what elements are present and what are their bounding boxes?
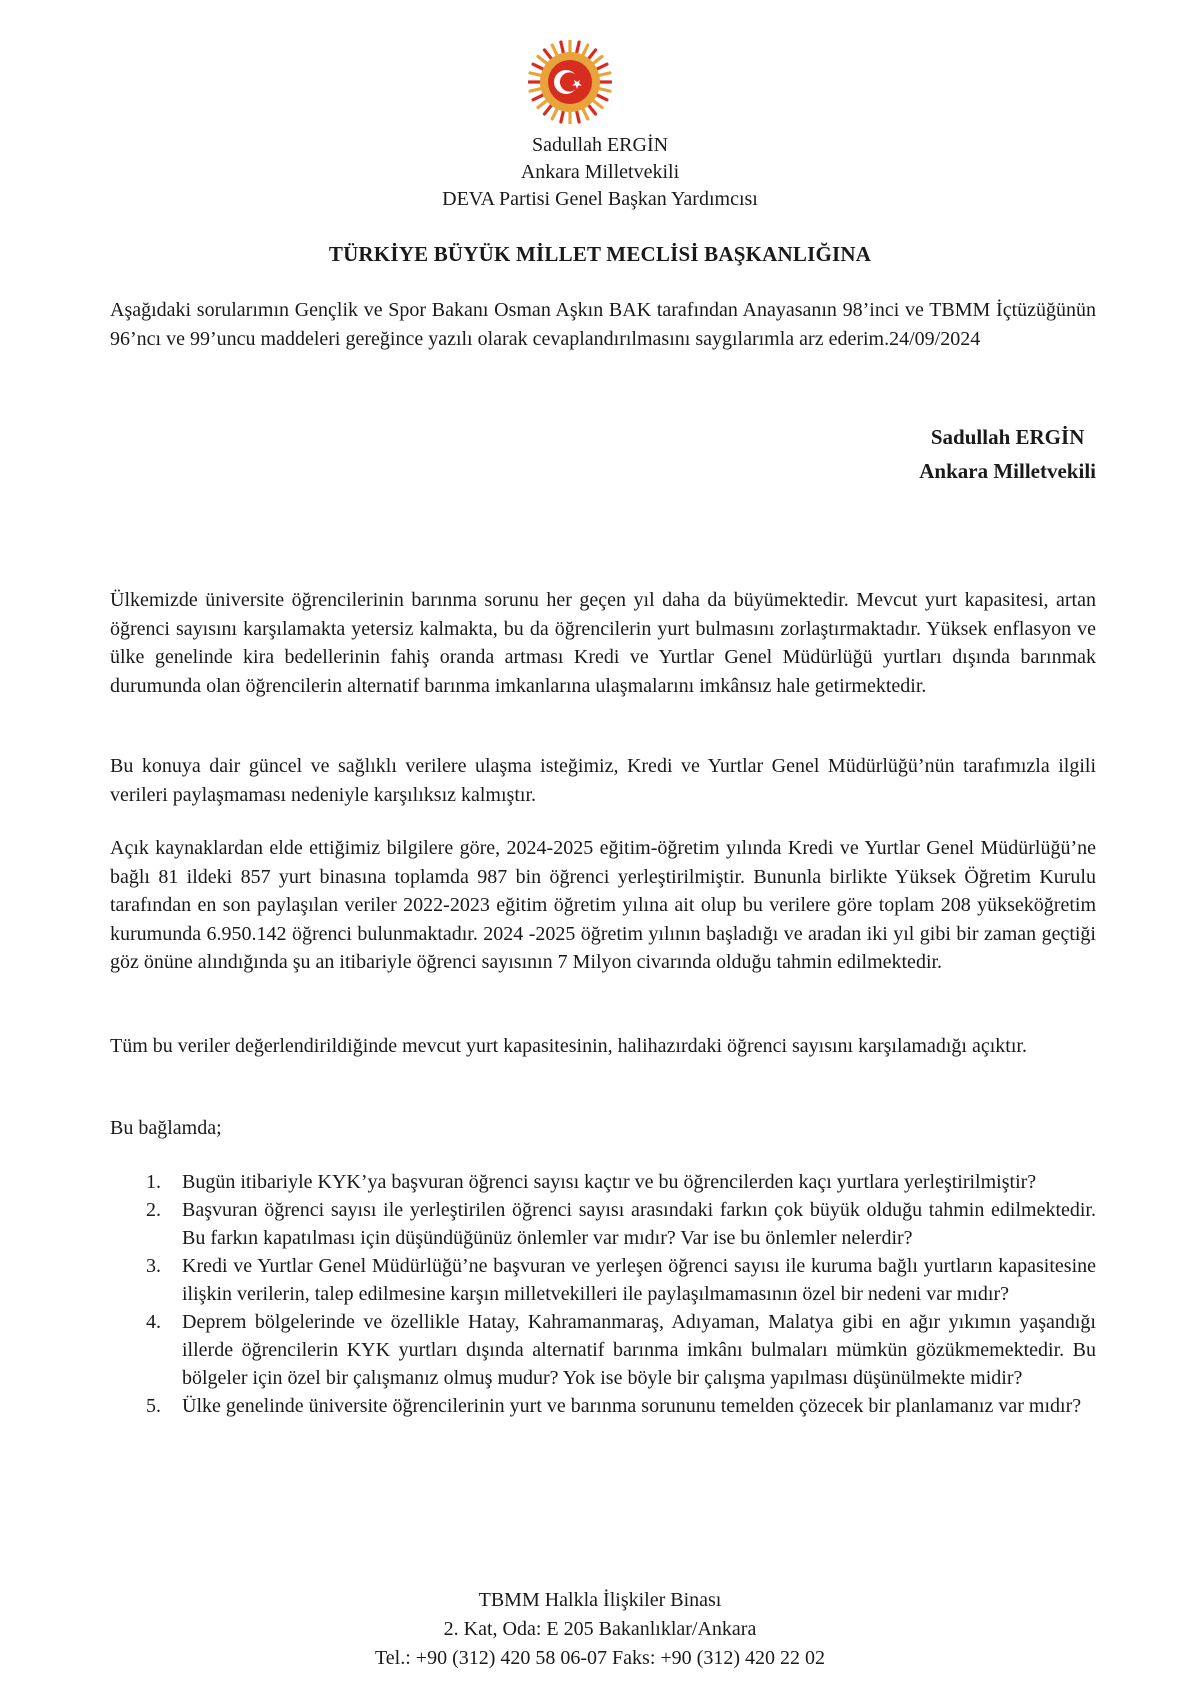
seal-ray xyxy=(561,42,564,54)
footer-building: TBMM Halkla İlişkiler Binası xyxy=(478,1589,722,1611)
question-text: Başvuran öğrenci sayısı ile yerleştirilen öğrenci sayısı arasındaki farkın çok büyük olduğu tahmin edilmektedir. Bu farkın kapatılması için düşündüğünüz önlemler var mıdır? Var ise bu önlemler nelerdir? xyxy=(182,1199,1096,1249)
seal-ray xyxy=(583,108,588,119)
question-text: Ülke genelinde üniversite öğrencilerinin yurt ve barınma sorununu temelden çözecek bir planlamanız var mıdır? xyxy=(182,1395,1082,1417)
question-text: Bugün itibariyle KYK’ya başvuran öğrenci sayısı kaçtır ve bu öğrencilerden kaçı yurtlara yerleştirilmiştir? xyxy=(182,1171,1037,1193)
seal-ray xyxy=(561,110,564,122)
paragraph-5: Bu bağlamda; xyxy=(110,1117,222,1139)
question-item xyxy=(110,1168,1096,1196)
seal-ray xyxy=(593,56,602,63)
question-text: Kredi ve Yurtlar Genel Müdürlüğü’ne başvuran ve yerleşen öğrenci sayısı ile kuruma bağlı yurtların kapasitesine ilişkin verilerin, talep edilmesine karşın milletvekilleri ile paylaşılmamasının özel bir nedeni var mıdır? xyxy=(182,1255,1096,1305)
question-number: 4. xyxy=(146,1311,161,1333)
seal-ray xyxy=(544,50,551,59)
addressee-heading: TÜRKİYE BÜYÜK MİLLET MECLİSİ BAŞKANLIĞINA xyxy=(328,242,872,266)
paragraph-3: Açık kaynaklardan elde ettiğimiz bilgilere göre, 2024-2025 eğitim-öğretim yılında Kredi ve Yurtlar Genel Müdürlüğü’ne bağlı 81 ildeki 857 yurt binasına toplamda 987 bin öğrenci yerleştirilmiştir. Bununla birlikte Yüksek Öğretim Kurulu tarafından en son paylaşılan veriler 2022-2023 eğitim öğretim yılına ait olup bu verilere göre toplam 208 yükseköğretim kurumunda 6.950.142 öğrenci bulunmaktadır. 2024 -2025 öğretim yılının başladığı ve aradan iki yıl gibi bir zaman geçtiği göz önüne alındığında şu an itibariyle öğrenci sayısının 7 Milyon civarında olduğu tahmin edilmektedir. xyxy=(110,837,1096,973)
seal-ray xyxy=(588,105,595,114)
sender-block xyxy=(0,132,1200,213)
seal-ray xyxy=(544,105,551,114)
seal-ray xyxy=(576,110,579,122)
signature-name: Sadullah ERGİN xyxy=(930,425,1085,449)
paragraph-1: Ülkemizde üniversite öğrencilerinin barınma sorunu her geçen yıl daha da büyümektedir. Mevcut yurt kapasitesi, artan öğrenci sayısını karşılamakta yetersiz kalmakta, bu da öğrencilerin yurt bulmasını zorlaştırmaktadır. Yüksek enflasyon ve ülke genelinde kira bedellerinin fahiş oranda artması Kredi ve Yurtlar Genel Müdürlüğü yurtları dışında barınmak durumunda olan öğrencilerin alternatif barınma imkanlarına ulaşmalarını imkânsız hale getirmektedir. xyxy=(110,589,1096,697)
question-item xyxy=(110,1196,1096,1252)
signature-block xyxy=(919,420,1096,488)
paragraph-4: Tüm bu veriler değerlendirildiğinde mevcut yurt kapasitesinin, halihazırdaki öğrenci sayısını karşılamadığı açıktır. xyxy=(110,1035,1027,1057)
seal-ray xyxy=(576,42,579,54)
question-number: 2. xyxy=(146,1199,161,1221)
seal-ray xyxy=(530,88,542,91)
seal-ray xyxy=(598,73,610,76)
question-list xyxy=(110,1168,1096,1420)
seal-ray xyxy=(538,100,547,107)
seal-ray xyxy=(538,56,547,63)
seal-ray xyxy=(552,45,557,56)
signature-title: Ankara Milletvekili xyxy=(919,459,1096,483)
seal-ray xyxy=(596,95,607,100)
tbmm-seal-icon xyxy=(528,40,612,124)
seal-ray xyxy=(588,50,595,59)
footer-room: 2. Kat, Oda: E 205 Bakanlıklar/Ankara xyxy=(443,1618,757,1640)
footer-contact: Tel.: +90 (312) 420 58 06-07 Faks: +90 (312) 420 22 02 xyxy=(374,1647,825,1669)
request-paragraph: Aşağıdaki sorularımın Gençlik ve Spor Bakanı Osman Aşkın BAK tarafından Anayasanın 98’inci ve TBMM İçtüzüğünün 96’ncı ve 99’uncu maddeleri gereğince yazılı olarak cevaplandırılmasını saygılarımla arz ederim.24/09/2024 xyxy=(110,299,1096,350)
question-number: 1. xyxy=(146,1171,161,1193)
seal-ray xyxy=(593,100,602,107)
seal-ray xyxy=(583,45,588,56)
paragraph-2: Bu konuya dair güncel ve sağlıklı verilere ulaşma isteğimiz, Kredi ve Yurtlar Genel Müdürlüğü’nün tarafımızla ilgili verileri paylaşmaması nedeniyle karşılıksız kalmıştır. xyxy=(110,755,1096,806)
question-item xyxy=(110,1308,1096,1392)
sender-name: Sadullah ERGİN xyxy=(531,134,669,156)
sender-party-role: DEVA Partisi Genel Başkan Yardımcısı xyxy=(442,188,758,210)
seal-ray xyxy=(596,64,607,69)
question-number: 3. xyxy=(146,1255,161,1277)
seal-ray xyxy=(533,64,544,69)
question-item xyxy=(110,1252,1096,1308)
seal-ray xyxy=(533,95,544,100)
seal-ray xyxy=(530,73,542,76)
question-item xyxy=(110,1392,1096,1420)
question-number: 5. xyxy=(146,1395,161,1417)
seal-ray xyxy=(552,108,557,119)
sender-role: Ankara Milletvekili xyxy=(520,161,680,183)
footer-address xyxy=(0,1586,1200,1673)
seal-ray xyxy=(598,88,610,91)
question-text: Deprem bölgelerinde ve özellikle Hatay, Kahramanmaraş, Adıyaman, Malatya gibi en ağır yıkımın yaşandığı illerde öğrencilerin KYK yurtları dışında alternatif barınma imkânı bulmaları mümkün gözükmemektedir. Bu bölgeler için özel bir çalışmanız olmuş mudur? Yok ise böyle bir çalışma yapılması düşünülmekte midir? xyxy=(182,1311,1096,1389)
